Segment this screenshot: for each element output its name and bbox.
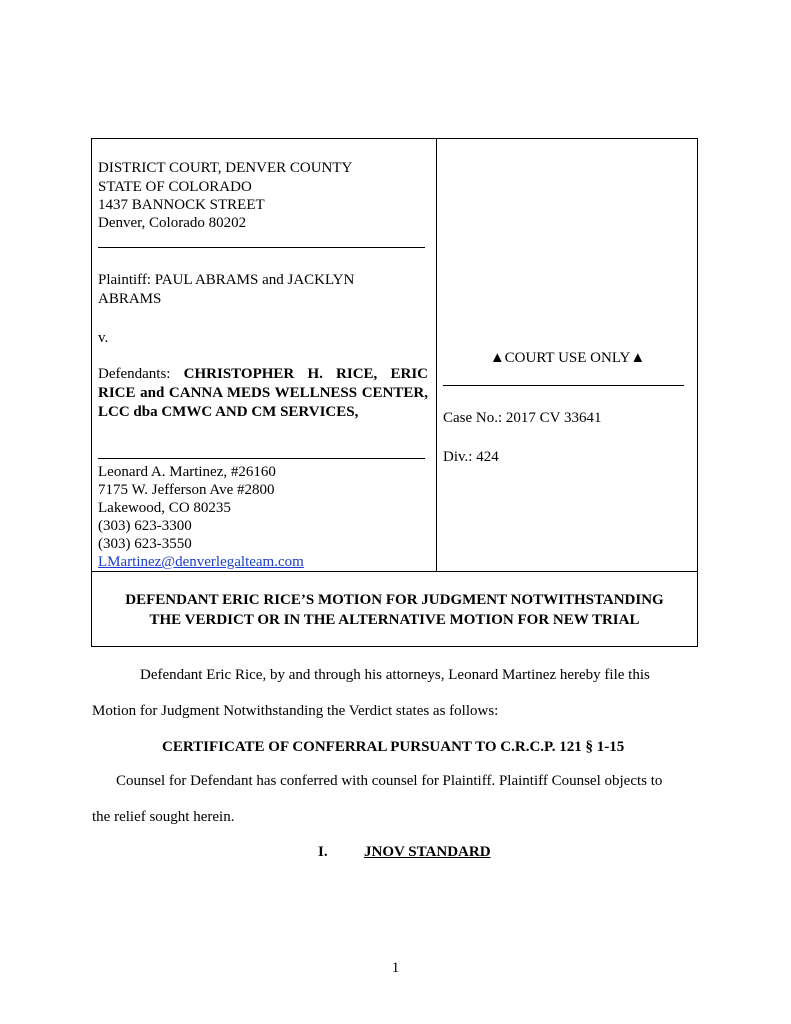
caption-right-column: [437, 139, 698, 571]
defendants-label: Defendants:: [98, 366, 184, 382]
caption-divider: [98, 458, 425, 459]
attorney-fax: (303) 623-3550: [98, 536, 192, 552]
motion-title-row: [92, 571, 697, 647]
intro-paragraph-line-2: Motion for Judgment Notwithstanding the Verdict states as follows:: [92, 703, 499, 719]
court-state: STATE OF COLORADO: [98, 179, 252, 195]
section-title: JNOV STANDARD: [364, 844, 491, 860]
motion-title: [92, 590, 697, 630]
attorney-email-link[interactable]: LMartinez@denverlegalteam.com: [98, 554, 304, 570]
attorney-address-1: 7175 W. Jefferson Ave #2800: [98, 482, 275, 498]
conferral-paragraph-line-1: Counsel for Defendant has conferred with counsel for Plaintiff. Plaintiff Counsel objects to: [116, 773, 663, 789]
caption-divider: [98, 247, 425, 248]
court-use-divider: [443, 385, 684, 386]
conferral-heading: CERTIFICATE OF CONFERRAL PURSUANT TO C.R.C.P. 121 § 1-15: [162, 739, 625, 755]
division: Div.: 424: [443, 449, 499, 465]
page-number: 1: [391, 960, 400, 976]
motion-title-line-2: THE VERDICT OR IN THE ALTERNATIVE MOTION FOR NEW TRIAL: [149, 612, 640, 628]
plaintiff-line-2: ABRAMS: [98, 291, 162, 307]
motion-title-line-1: DEFENDANT ERIC RICE’S MOTION FOR JUDGMENT NOTWITHSTANDING: [125, 592, 664, 608]
attorney-address-2: Lakewood, CO 80235: [98, 500, 231, 516]
attorney-name: Leonard A. Martinez, #26160: [98, 464, 276, 480]
case-caption-box: [91, 138, 698, 647]
defendants-names: CHRISTOPHER H. RICE, ERIC RICE and CANNA MEDS WELLNESS CENTER, LCC dba CMWC AND CM SERVICES,: [98, 366, 428, 420]
court-street: 1437 BANNOCK STREET: [98, 197, 265, 213]
versus: v.: [98, 330, 109, 346]
intro-paragraph-line-1: Defendant Eric Rice, by and through his attorneys, Leonard Martinez hereby file this: [140, 667, 650, 683]
court-name: DISTRICT COURT, DENVER COUNTY: [98, 160, 353, 176]
conferral-paragraph-line-2: the relief sought herein.: [92, 809, 235, 825]
caption-left-column: [92, 139, 437, 571]
attorney-phone: (303) 623-3300: [98, 518, 192, 534]
court-city: Denver, Colorado 80202: [98, 215, 247, 231]
case-number: Case No.: 2017 CV 33641: [443, 410, 602, 426]
defendants-block: [98, 365, 428, 422]
plaintiff-line-1: Plaintiff: PAUL ABRAMS and JACKLYN: [98, 272, 355, 288]
section-number: I.: [318, 844, 328, 860]
court-use-only: ▲COURT USE ONLY▲: [489, 350, 646, 366]
